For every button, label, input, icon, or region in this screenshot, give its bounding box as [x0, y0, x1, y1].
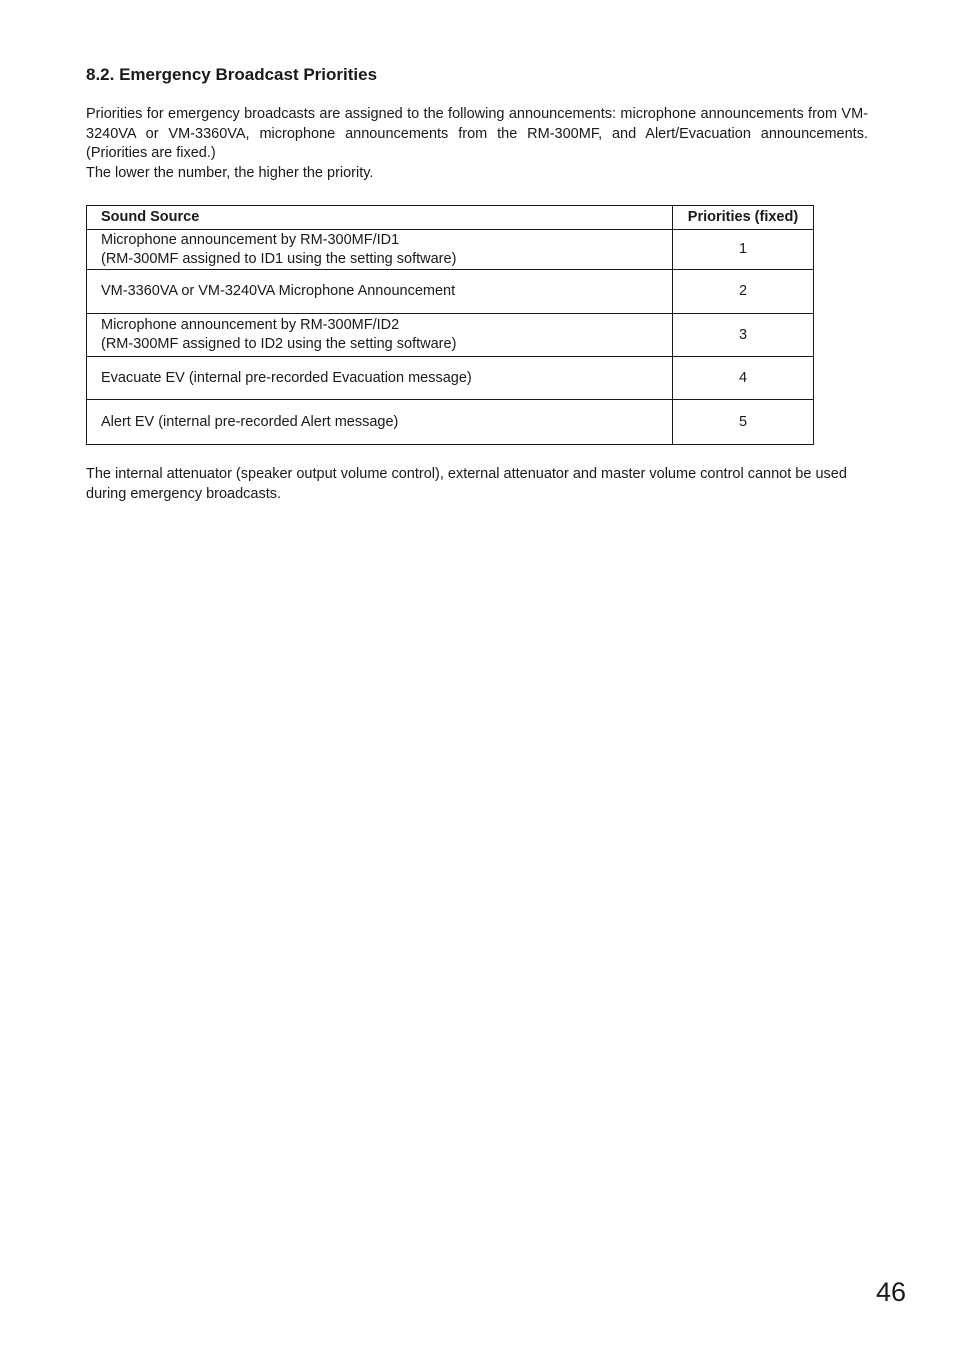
- table-header-row: [87, 206, 814, 230]
- attenuator-note: The internal attenuator (speaker output volume control), external attenuator and master volume control cannot be used during emergency broadcasts.: [86, 466, 847, 502]
- sound-source-line: VM-3360VA or VM-3240VA Microphone Announcement: [101, 283, 456, 299]
- priority-table: [86, 205, 814, 445]
- sound-source-line: Microphone announcement by RM-300MF/ID2: [101, 317, 400, 333]
- header-priority: Priorities (fixed): [673, 206, 814, 230]
- page-number: 46: [876, 1277, 907, 1307]
- sound-source-line: Evacuate EV (internal pre-recorded Evacuation message): [101, 369, 472, 386]
- sound-source-line: Alert EV (internal pre-recorded Alert message): [101, 413, 399, 430]
- sound-source-subline: (RM-300MF assigned to ID1 using the setting software): [101, 250, 457, 267]
- header-sound-source: Sound Source: [87, 206, 673, 230]
- priority-cell: 3: [673, 314, 814, 357]
- priority-cell: 2: [673, 270, 814, 314]
- priority-cell: 4: [673, 357, 814, 400]
- intro-paragraph: Priorities for emergency broadcasts are assigned to the following announcements: microphone announcements from VM-3240VA or VM-3360VA, microphone announcements from the RM-300MF, and Alert/Evacuation announcements. (Priorities are fixed.): [86, 106, 868, 161]
- sound-source-cell: [87, 270, 673, 314]
- sound-source-cell: [87, 230, 673, 270]
- section-heading: 8.2. Emergency Broadcast Priorities: [86, 65, 378, 84]
- priority-note: The lower the number, the higher the priority.: [86, 164, 374, 181]
- table-row: [87, 230, 814, 270]
- sound-source-cell: [87, 400, 673, 445]
- sound-source-subline: (RM-300MF assigned to ID2 using the setting software): [101, 336, 457, 352]
- sound-source-cell: [87, 314, 673, 357]
- table-row: [87, 357, 814, 400]
- priority-cell: 5: [673, 400, 814, 445]
- table-row: [87, 400, 814, 445]
- table-row: [87, 314, 814, 357]
- sound-source-cell: [87, 357, 673, 400]
- table-row: [87, 270, 814, 314]
- priority-cell: 1: [673, 230, 814, 270]
- intro-text: [86, 105, 868, 183]
- sound-source-line: Microphone announcement by RM-300MF/ID1: [101, 231, 400, 248]
